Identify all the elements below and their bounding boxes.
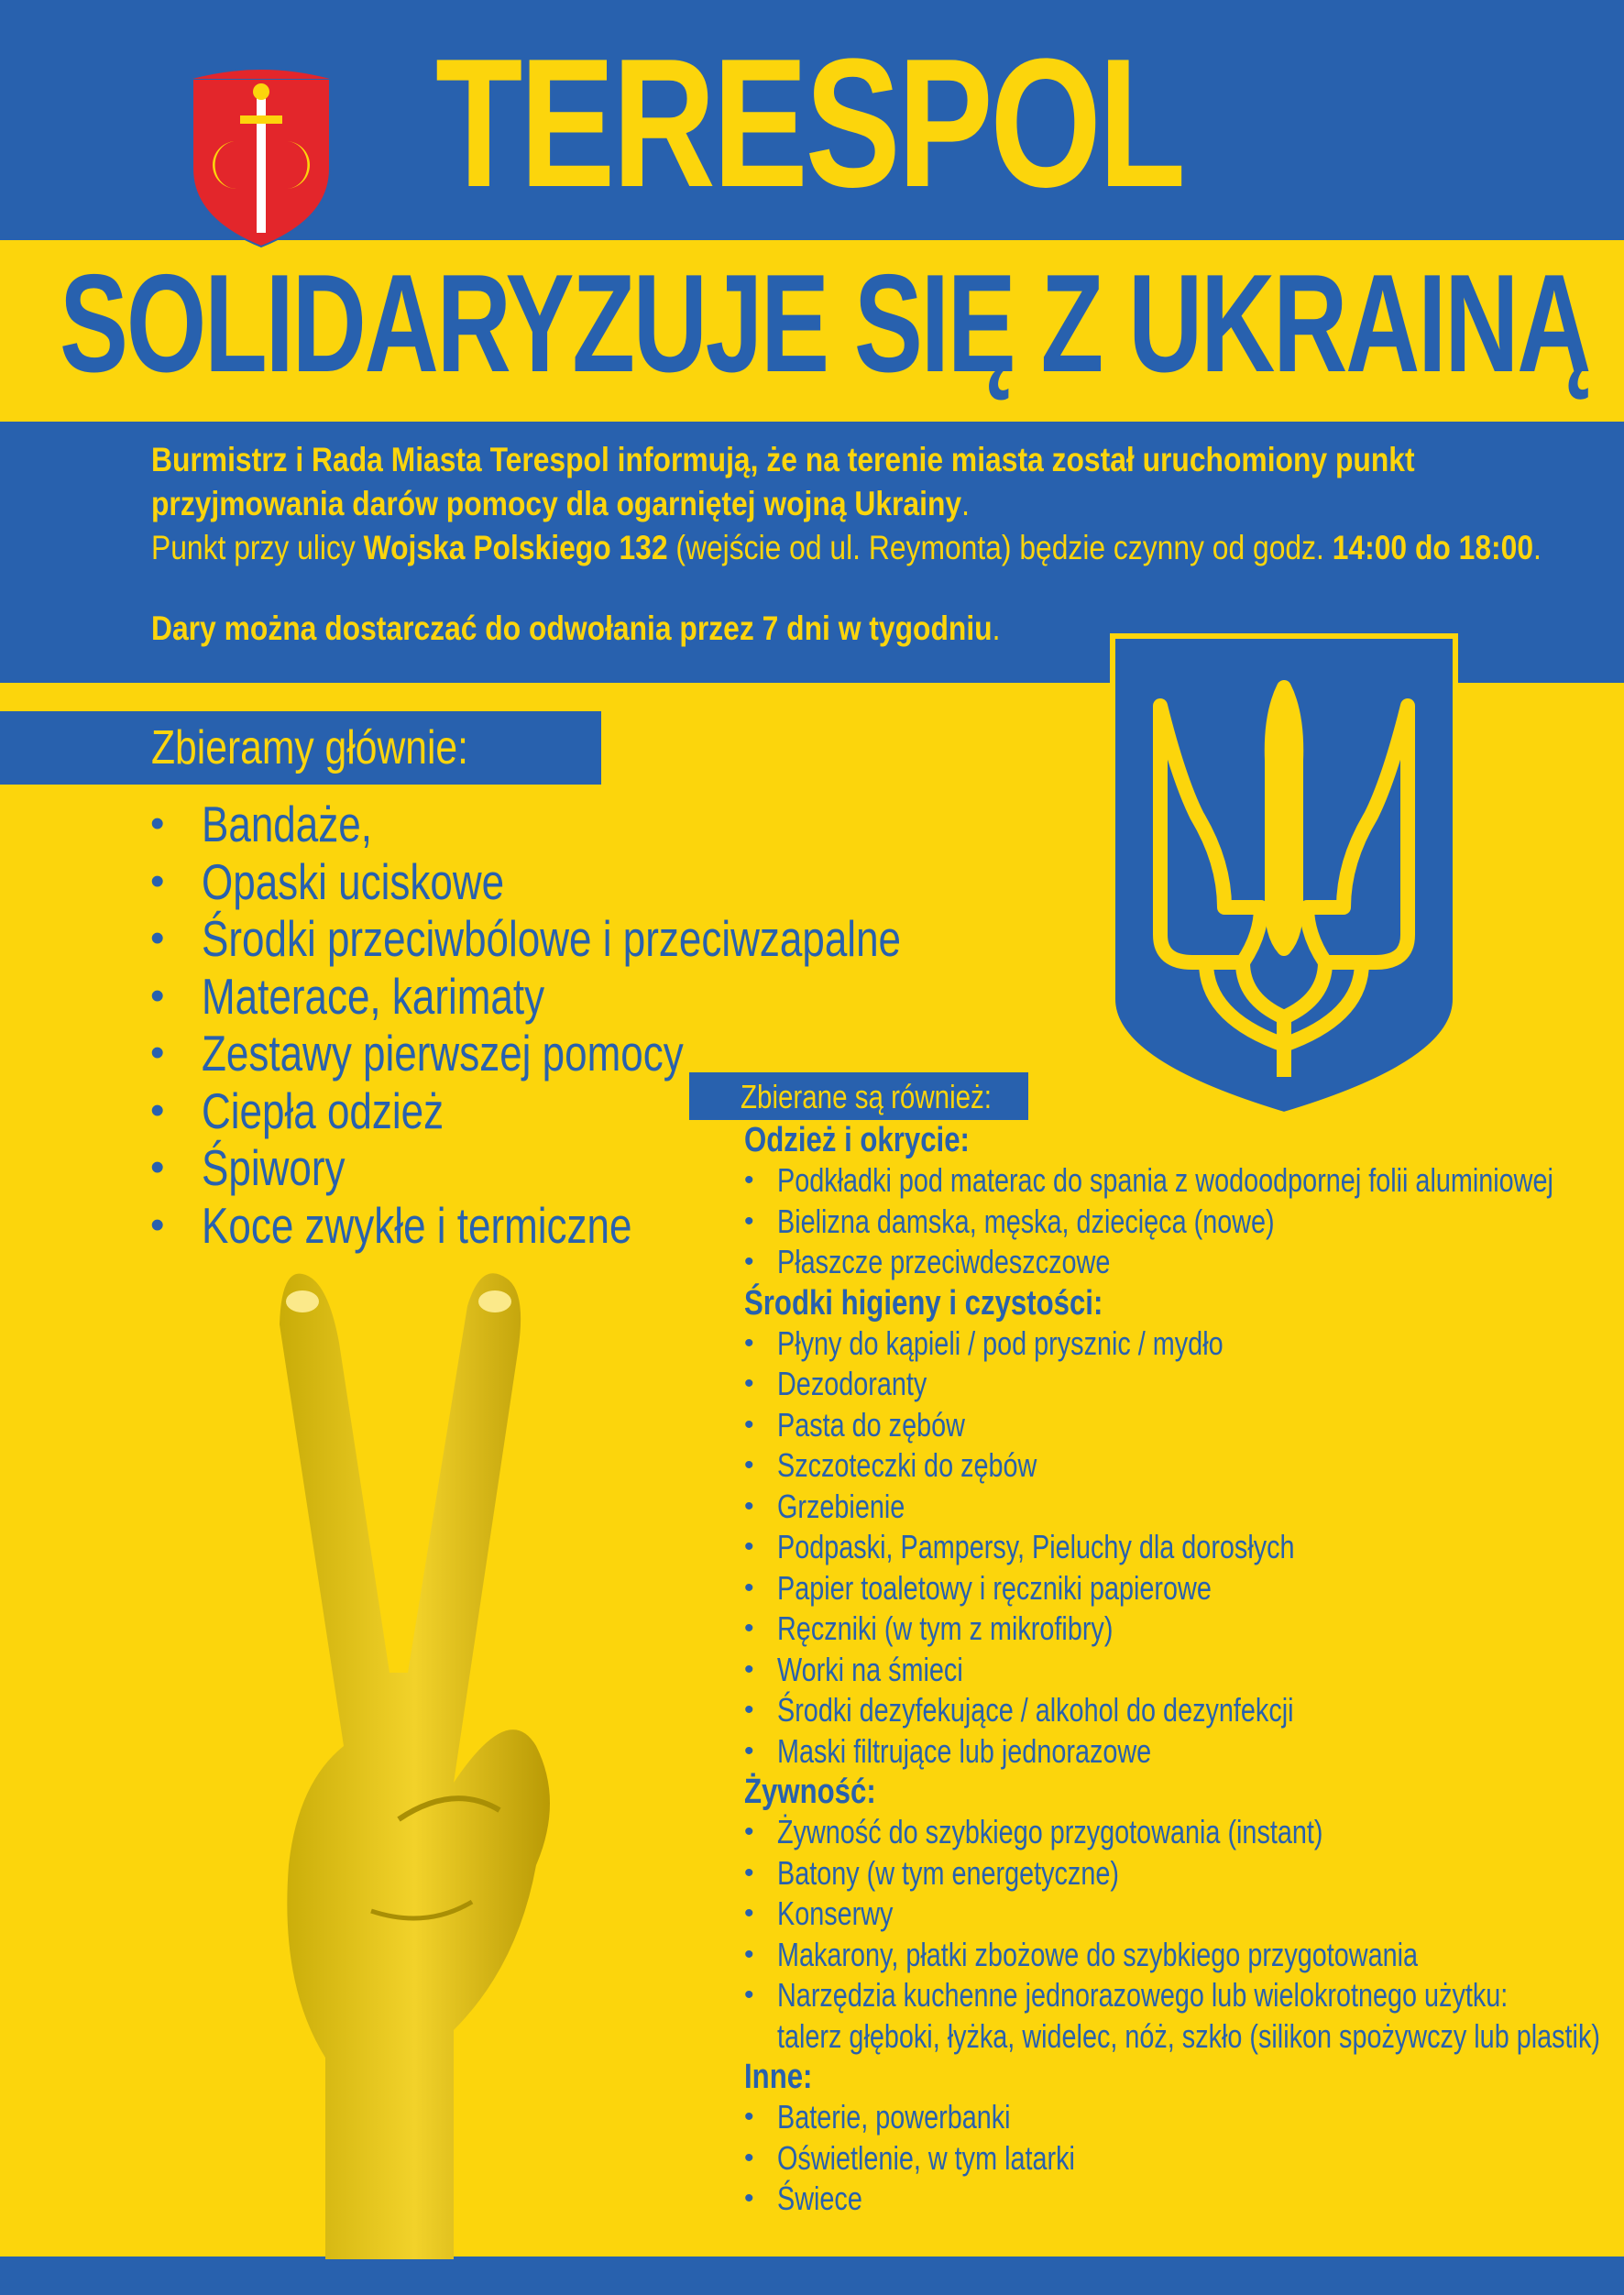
list-item: • Baterie, powerbanki [744,2097,1624,2138]
list-item: • Bandaże, [147,796,1076,853]
list-item: • Koce zwykłe i termiczne [147,1197,1076,1255]
list-item: • Dezodoranty [744,1364,1624,1405]
list-item: • Podpaski, Pampersy, Pieluchy dla dorosłych [744,1527,1624,1568]
main-section-heading: Zbieramy głównie: [151,721,469,774]
list-item: • Zestawy pierwszej pomocy [147,1025,1076,1082]
terespol-coat-of-arms-icon [183,59,339,249]
also-section-header [689,1072,1028,1120]
bottom-blue-band [0,2257,1624,2295]
also-section-heading: Zbierane są również: [741,1078,993,1115]
list-item: • Grzebienie [744,1487,1624,1528]
category-heading: Inne: [744,2058,813,2096]
list-item: • Płaszcze przeciwdeszczowe [744,1242,1624,1283]
main-section-header [0,711,601,785]
page-subtitle: SOLIDARYZUJE SIĘ Z UKRAINĄ [60,246,1590,401]
list-item: • Podkładki pod materac do spania z wodoodpornej folii aluminiowej [744,1160,1624,1202]
list-item: • Pasta do zębów [744,1405,1624,1446]
list-item: • Maski filtrujące lub jednorazowe [744,1731,1624,1773]
list-item: • Papier toaletowy i ręczniki papierowe [744,1568,1624,1609]
category-heading: Środki higieny i czystości: [744,1283,1103,1323]
list-item: • Żywność do szybkiego przygotowania (instant) [744,1812,1624,1853]
list-item: • Środki przeciwbólowe i przeciwzapalne [147,910,1076,968]
info-line-4: Dary można dostarczać do odwołania przez 7 dni w tygodniu. [151,609,1001,647]
list-item: • Opaski uciskowe [147,853,1076,911]
category-heading: Żywność: [744,1773,876,1811]
list-item: • Narzędzia kuchenne jednorazowego lub wielokrotnego użytku: talerz głęboki, łyżka, widelec, nóż, szkło (silikon spożywczy lub plastik) [744,1975,1624,2057]
list-item: • Makarony, płatki zbożowe do szybkiego przygotowania [744,1935,1624,1976]
category-heading: Odzież i okrycie: [744,1121,970,1159]
list-item: • Oświetlenie, w tym latarki [744,2138,1624,2180]
info-block [151,438,1581,651]
list-item: • Worki na śmieci [744,1650,1624,1691]
info-line-1: Burmistrz i Rada Miasta Terespol informują, że na terenie miasta został uruchomiony punkt [151,441,1415,478]
list-item: • Płyny do kąpieli / pod prysznic / mydło [744,1323,1624,1365]
list-item: • Ciepła odzież [147,1082,1076,1140]
list-item: • Świece [744,2179,1624,2220]
list-item: • Ręczniki (w tym z mikrofibry) [744,1609,1624,1650]
victory-hand-icon [261,1269,591,2259]
ukraine-trident-icon [1105,632,1463,1118]
list-item: • Batony (w tym energetyczne) [744,1853,1624,1894]
list-item: • Szczoteczki do zębów [744,1445,1624,1487]
list-item: • Materace, karimaty [147,968,1076,1026]
list-item: • Środki dezyfekujące / alkohol do dezynfekcji [744,1690,1624,1731]
info-line-3: Punkt przy ulicy Wojska Polskiego 132 (wejście od ul. Reymonta) będzie czynny od godz. 14:00 do 18:00. [151,529,1542,566]
page-title: TERESPOL [435,21,1183,225]
also-items [744,1120,1624,2220]
info-line-2: przyjmowania darów pomocy dla ogarniętej wojną Ukrainy. [151,485,970,522]
list-item: • Konserwy [744,1894,1624,1935]
list-item: • Bielizna damska, męska, dziecięca (nowe) [744,1202,1624,1243]
list-item: • Śpiwory [147,1139,1076,1197]
